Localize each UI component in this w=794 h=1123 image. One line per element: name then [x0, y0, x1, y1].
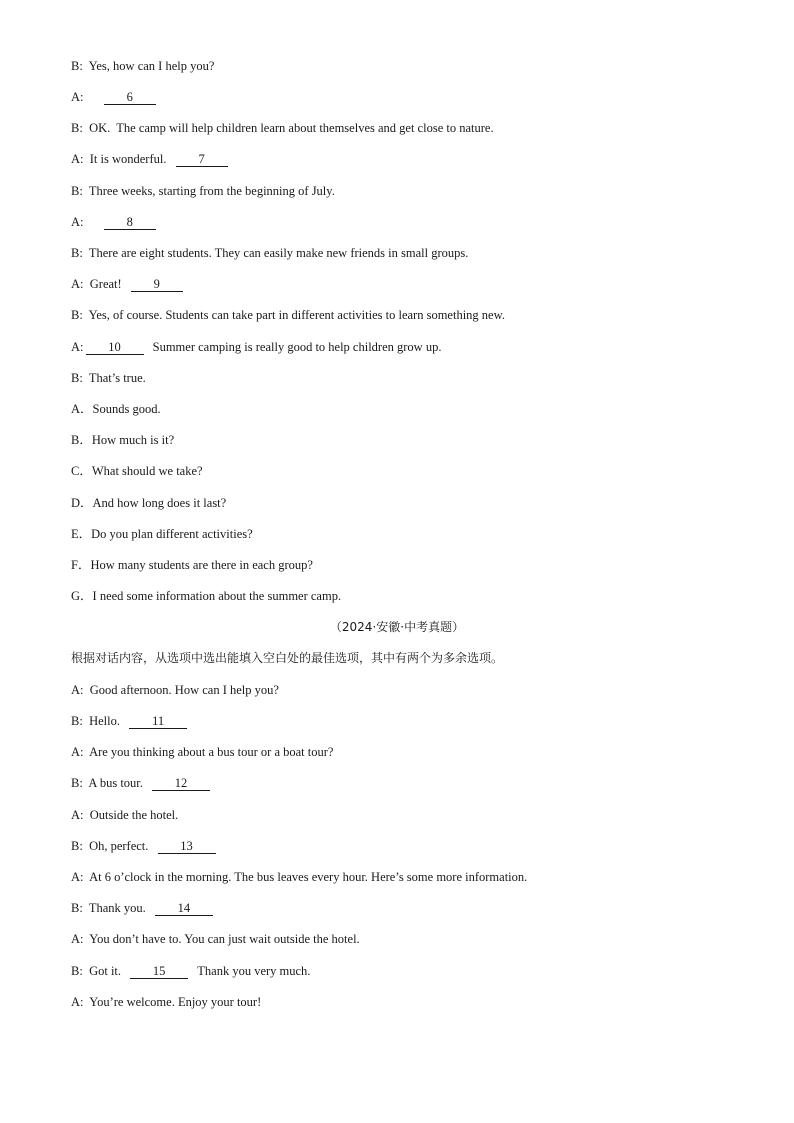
dialogue-line [71, 963, 310, 979]
dialogue-line [71, 120, 494, 136]
speaker: B: [71, 839, 83, 853]
speaker: B: [71, 964, 83, 978]
speaker: B: [71, 121, 83, 135]
dialogue-line [71, 276, 183, 292]
line-text: Yes, of course. Students can take part in different activities to learn something new. [88, 308, 505, 322]
answer-blank[interactable]: 9 [131, 277, 183, 292]
option-text: How much is it? [91, 433, 175, 447]
option-letter: C． [71, 464, 92, 478]
dialogue-line [71, 744, 333, 760]
speaker: A: [71, 995, 84, 1009]
option-item[interactable] [71, 495, 226, 511]
speaker: A: [71, 808, 84, 822]
speaker: A: [71, 683, 84, 697]
line-text: At 6 o’clock in the morning. The bus leaves every hour. Here’s some more information. [89, 870, 528, 884]
option-letter: D． [71, 496, 93, 510]
line-text: Are you thinking about a bus tour or a boat tour? [89, 745, 334, 759]
dialogue-line [71, 713, 187, 729]
line-text: Thank you. [88, 901, 146, 915]
speaker: B: [71, 184, 83, 198]
answer-blank[interactable]: 8 [104, 215, 156, 230]
dialogue-line [71, 307, 505, 323]
speaker: A: [71, 870, 84, 884]
line-text: A bus tour. [88, 776, 143, 790]
line-text: Yes, how can I help you? [88, 59, 215, 73]
answer-blank[interactable]: 14 [155, 901, 213, 916]
speaker: B: [71, 776, 83, 790]
speaker: B: [71, 246, 83, 260]
option-letter: F． [71, 558, 91, 572]
speaker: A: [71, 90, 84, 104]
dialogue-line [71, 838, 216, 854]
line-text: Got it. [89, 964, 122, 978]
line-text: That’s true. [88, 371, 146, 385]
option-text: I need some information about the summer camp. [92, 589, 342, 603]
option-item[interactable] [71, 401, 161, 417]
answer-blank[interactable]: 12 [152, 776, 210, 791]
line-text: Summer camping is really good to help children grow up. [152, 340, 442, 354]
speaker: B: [71, 901, 83, 915]
dialogue-line [71, 370, 146, 386]
speaker: A: [71, 340, 84, 354]
speaker: A: [71, 745, 84, 759]
line-text: You don’t have to. You can just wait outside the hotel. [89, 932, 360, 946]
question-instruction: 根据对话内容，从选项中选出能填入空白处的最佳选项，其中有两个为多余选项。 [71, 651, 504, 665]
question-source: （2024·安徽·中考真题） [329, 620, 465, 634]
option-item[interactable] [71, 557, 313, 573]
line-text: OK. The camp will help children learn about themselves and get close to nature. [89, 121, 494, 135]
line-text: Thank you very much. [197, 964, 311, 978]
dialogue-line [71, 89, 156, 105]
dialogue-line [71, 245, 468, 261]
dialogue-line [71, 183, 335, 199]
answer-blank[interactable]: 15 [130, 964, 188, 979]
line-text: You’re welcome. Enjoy your tour! [89, 995, 262, 1009]
speaker: B: [71, 714, 83, 728]
answer-blank[interactable]: 10 [86, 340, 144, 355]
answer-blank[interactable]: 11 [129, 714, 187, 729]
line-text: Good afternoon. How can I help you? [89, 683, 279, 697]
answer-blank[interactable]: 13 [158, 839, 216, 854]
dialogue-line [71, 775, 210, 791]
option-letter: A． [71, 402, 93, 416]
dialogue-line [71, 682, 279, 698]
speaker: A: [71, 277, 84, 291]
speaker: A: [71, 215, 84, 229]
option-text: Do you plan different activities? [91, 527, 253, 541]
answer-blank[interactable]: 7 [176, 152, 228, 167]
dialogue-line [71, 994, 261, 1010]
option-item[interactable] [71, 463, 203, 479]
option-text: What should we take? [91, 464, 203, 478]
line-text: Three weeks, starting from the beginning of July. [88, 184, 335, 198]
speaker: B: [71, 371, 83, 385]
line-text: Great! [89, 277, 122, 291]
speaker: A: [71, 932, 84, 946]
option-letter: B． [71, 433, 92, 447]
dialogue-line [71, 214, 156, 230]
line-text: It is wonderful. [89, 152, 167, 166]
line-text: Outside the hotel. [89, 808, 179, 822]
option-item[interactable] [71, 526, 253, 542]
line-text: There are eight students. They can easily make new friends in small groups. [88, 246, 469, 260]
dialogue-line [71, 869, 527, 885]
speaker: B: [71, 59, 83, 73]
option-item[interactable] [71, 432, 174, 448]
dialogue-line [71, 339, 441, 355]
dialogue-line [71, 807, 178, 823]
option-text: How many students are there in each group? [90, 558, 313, 572]
speaker: A: [71, 152, 84, 166]
line-text: Oh, perfect. [89, 839, 149, 853]
line-text: Hello. [89, 714, 120, 728]
option-text: Sounds good. [92, 402, 161, 416]
option-text: And how long does it last? [92, 496, 227, 510]
dialogue-line [71, 900, 213, 916]
option-letter: E． [71, 527, 92, 541]
dialogue-line [71, 151, 228, 167]
answer-blank[interactable]: 6 [104, 90, 156, 105]
dialogue-line [71, 58, 214, 74]
option-letter: G． [71, 589, 93, 603]
option-item[interactable] [71, 588, 341, 604]
speaker: B: [71, 308, 83, 322]
dialogue-line [71, 931, 360, 947]
